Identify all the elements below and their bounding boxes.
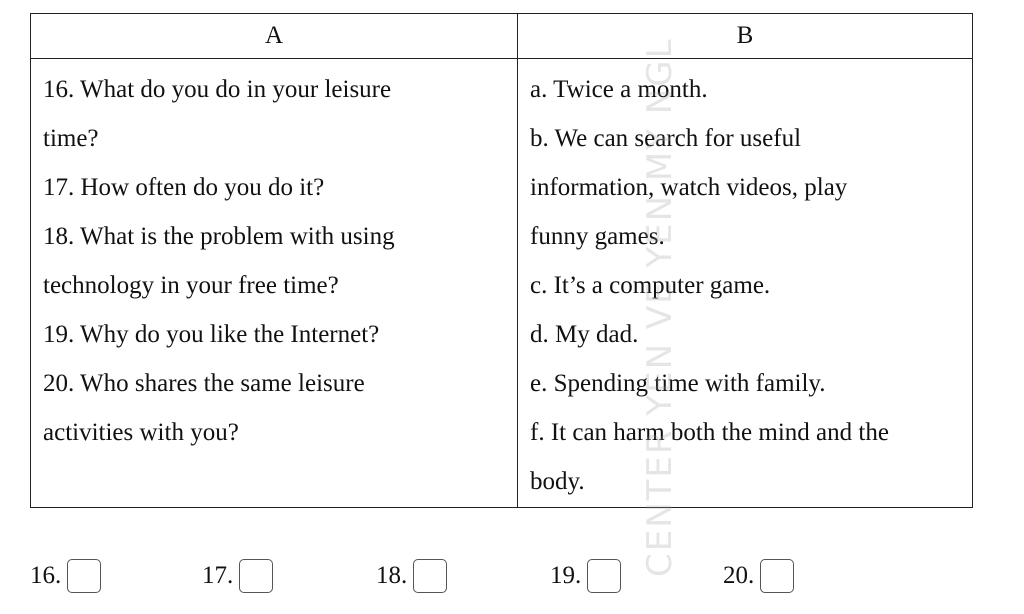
- table-body-row: [31, 59, 973, 508]
- answer-box[interactable]: [587, 559, 621, 593]
- answer-number: 17.: [202, 562, 234, 589]
- answers-list: [518, 59, 972, 506]
- answer-line: body.: [530, 468, 585, 495]
- answer-box[interactable]: [413, 559, 447, 593]
- answer-slot-20: [723, 554, 794, 598]
- answer-line: a. Twice a month.: [530, 76, 708, 103]
- answer-slot-16: [30, 554, 101, 598]
- watermark-text: CENTER YEN VE YEN MY NGL: [640, 37, 680, 577]
- answer-boxes-row: [30, 554, 930, 598]
- answer-line: e. Spending time with family.: [530, 370, 826, 397]
- question-line: activities with you?: [43, 419, 239, 446]
- column-a-cell: [31, 59, 518, 508]
- question-line: technology in your free time?: [43, 272, 339, 299]
- question-line: 19. Why do you like the Internet?: [43, 321, 380, 348]
- column-a-header: A: [31, 14, 518, 59]
- answer-line: funny games.: [530, 223, 665, 250]
- answer-number: 20.: [723, 562, 755, 589]
- question-line: 17. How often do you do it?: [43, 174, 325, 201]
- question-line: time?: [43, 125, 99, 152]
- answer-box[interactable]: [760, 559, 794, 593]
- answer-slot-18: [376, 554, 447, 598]
- column-b-cell: [518, 59, 973, 508]
- answer-number: 19.: [550, 562, 582, 589]
- answer-line: c. It’s a computer game.: [530, 272, 771, 299]
- questions-list: [31, 59, 517, 457]
- answer-line: information, watch videos, play: [530, 174, 848, 201]
- answer-slot-19: [550, 554, 621, 598]
- matching-table: [30, 13, 973, 508]
- answer-box[interactable]: [67, 559, 101, 593]
- question-line: 18. What is the problem with using: [43, 223, 395, 250]
- question-line: 20. Who shares the same leisure: [43, 370, 365, 397]
- answer-line: d. My dad.: [530, 321, 639, 348]
- column-b-header: B: [518, 14, 973, 59]
- answer-line: b. We can search for useful: [530, 125, 802, 152]
- table-header-row: [31, 14, 973, 59]
- question-line: 16. What do you do in your leisure: [43, 76, 392, 103]
- answer-number: 18.: [376, 562, 408, 589]
- answer-box[interactable]: [239, 559, 273, 593]
- answer-line: f. It can harm both the mind and the: [530, 419, 889, 446]
- answer-number: 16.: [30, 562, 62, 589]
- answer-slot-17: [202, 554, 273, 598]
